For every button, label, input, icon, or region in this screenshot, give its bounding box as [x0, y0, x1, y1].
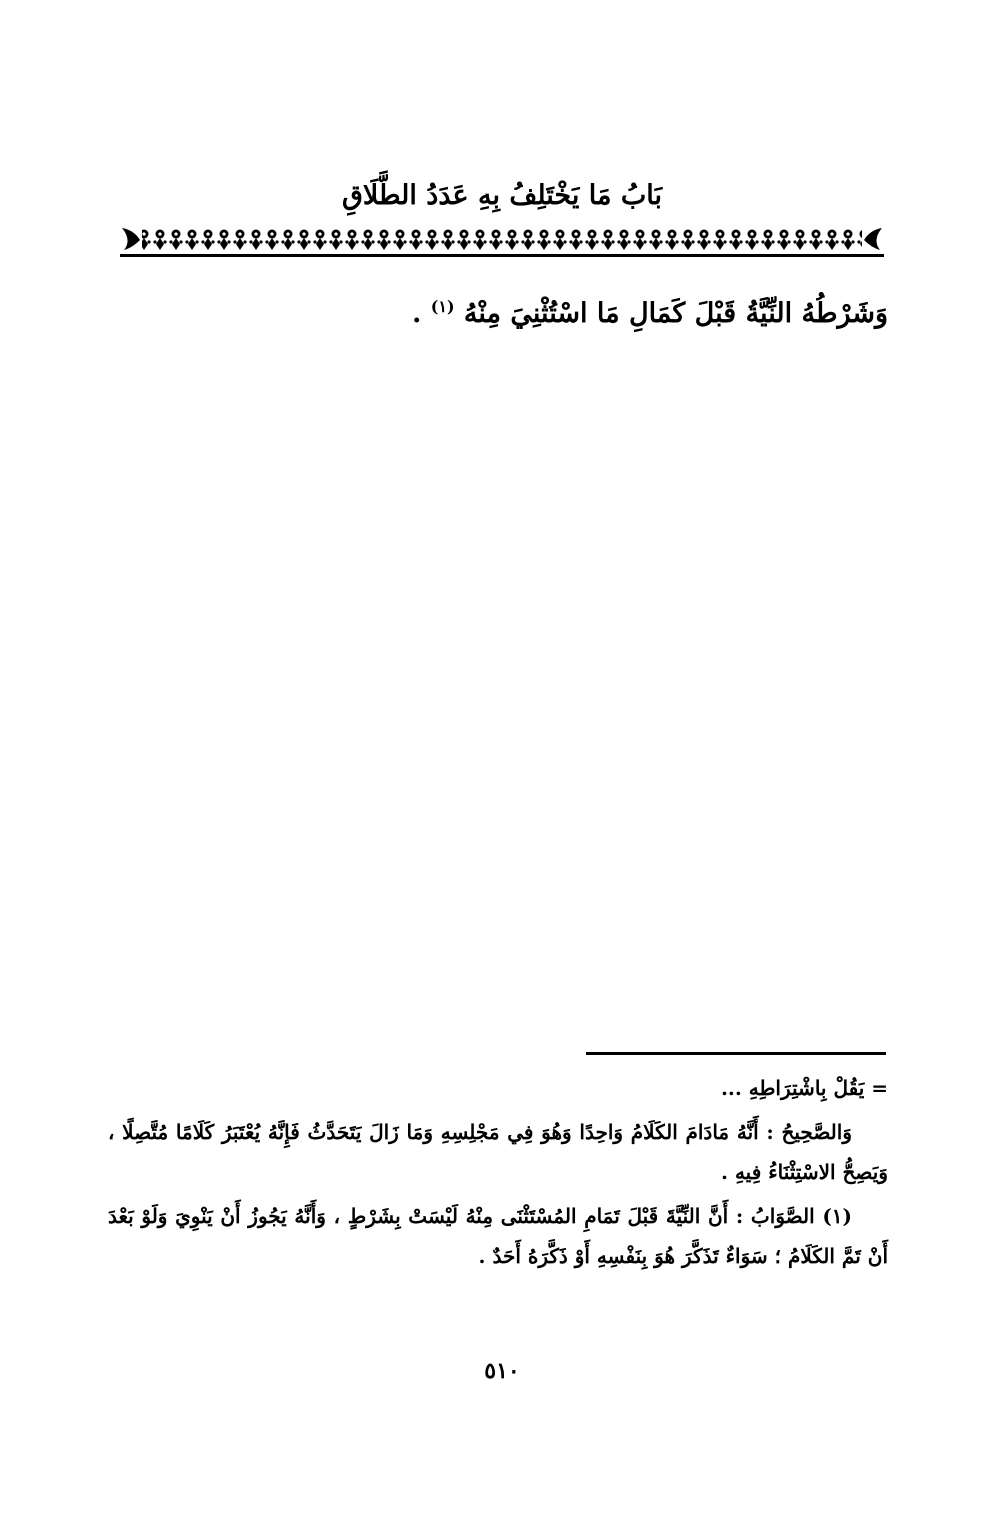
main-text	[118, 292, 888, 336]
footnote-1-number: (١)	[822, 1204, 852, 1228]
footnotes	[108, 1068, 888, 1280]
main-text-end: .	[411, 298, 431, 329]
footnote-1-text: الصَّوَابُ : أَنَّ النِّيَّةَ قَبْلَ تَمَامِ المُسْتَثْنَى مِنْهُ لَيْسَتْ بِشَرْطٍ ، وَأَنَّهُ يَجُوزُ أَنْ يَنْوِيَ وَلَوْ بَعْدَ أَنْ تَمَّ الكَلَامُ ؛ سَوَاءٌ تَذَكَّرَ هُوَ بِنَفْسِهِ أَوْ ذَكَّرَهُ أَحَدٌ .	[108, 1204, 888, 1268]
footnote-1	[108, 1196, 888, 1276]
footnote-separator	[586, 1052, 886, 1055]
footnote-continuation-paragraph: وَالصَّحِيحُ : أَنَّهُ مَادَامَ الكَلَامُ وَاحِدًا وَهُوَ فِي مَجْلِسِهِ وَمَا زَالَ يَتَحَدَّثُ فَإِنَّهُ يُعْتَبَرُ كَلَامًا مُتَّصِلًا ، وَيَصِحُّ الاسْتِثْنَاءُ فِيهِ .	[108, 1120, 888, 1184]
footnote-continuation-line: = يَقُلْ بِاشْتِرَاطِهِ ...	[720, 1076, 888, 1100]
main-text-body: وَشَرْطُهُ النِّيَّةُ قَبْلَ كَمَالِ مَا اسْتُثْنِيَ مِنْهُ	[463, 298, 888, 329]
chapter-title: بَابُ مَا يَخْتَلِفُ بِهِ عَدَدُ الطَّلَاقِ	[341, 180, 663, 211]
page-number: ٥١٠	[484, 1358, 520, 1384]
footnote-reference: (١)	[430, 297, 455, 316]
decorative-border-ornament	[120, 224, 884, 258]
